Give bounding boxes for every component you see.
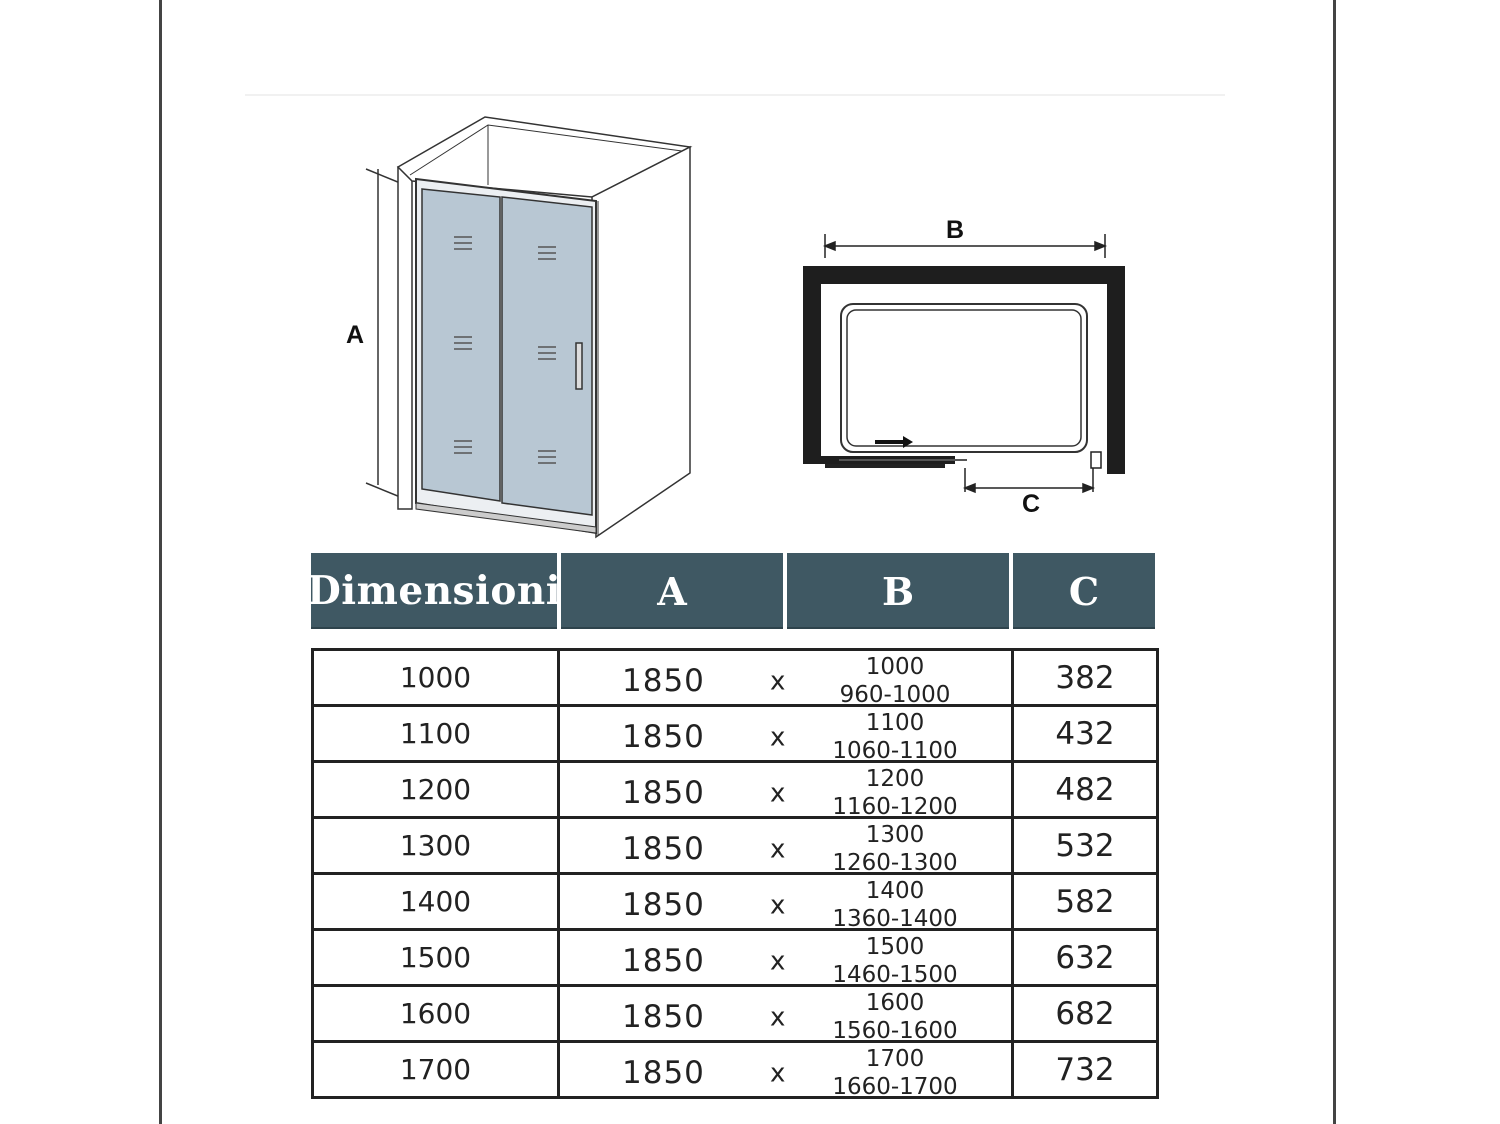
front-view-diagram xyxy=(330,105,710,545)
table-row xyxy=(313,930,1158,986)
cell-c: 482 xyxy=(1013,762,1158,818)
times-sign: x xyxy=(770,1058,786,1089)
cell-b xyxy=(830,989,960,1045)
cell-b xyxy=(830,1045,960,1101)
header-a: A xyxy=(561,553,783,629)
cell-b xyxy=(830,877,960,933)
cell-c: 382 xyxy=(1013,650,1158,706)
cell-a: 1850 xyxy=(622,718,705,755)
cell-dimensioni: 1200 xyxy=(313,762,559,818)
cell-dimensioni: 1400 xyxy=(313,874,559,930)
times-sign: x xyxy=(770,722,786,753)
table-row xyxy=(313,650,1158,706)
b-range: 960-1000 xyxy=(839,682,951,708)
page-border-left xyxy=(159,0,162,1124)
b-nominal: 1500 xyxy=(865,934,925,960)
faint-divider xyxy=(245,94,1225,96)
cell-a: 1850 xyxy=(622,1054,705,1091)
b-range: 1060-1100 xyxy=(832,738,958,764)
cell-b xyxy=(830,933,960,989)
b-nominal: 1200 xyxy=(865,766,925,792)
b-range: 1560-1600 xyxy=(832,1018,958,1044)
b-range: 1260-1300 xyxy=(832,850,958,876)
b-nominal: 1400 xyxy=(865,878,925,904)
table-row xyxy=(313,874,1158,930)
cell-c: 532 xyxy=(1013,818,1158,874)
page-border-right xyxy=(1333,0,1336,1124)
opening-label: C xyxy=(1021,490,1041,518)
cell-dimensioni: 1100 xyxy=(313,706,559,762)
right-wall xyxy=(592,147,690,537)
header-b: B xyxy=(787,553,1009,629)
cell-a-by-b xyxy=(559,986,1013,1042)
width-dimension-line xyxy=(825,234,1105,258)
left-wall xyxy=(398,167,412,509)
table-row xyxy=(313,818,1158,874)
door-handle xyxy=(576,343,582,389)
cell-a: 1850 xyxy=(622,942,705,979)
cell-dimensioni: 1700 xyxy=(313,1042,559,1098)
cell-a-by-b xyxy=(559,650,1013,706)
table-row xyxy=(313,706,1158,762)
times-sign: x xyxy=(770,1002,786,1033)
shower-tray xyxy=(841,304,1087,452)
times-sign: x xyxy=(770,666,786,697)
times-sign: x xyxy=(770,834,786,865)
cell-a-by-b xyxy=(559,706,1013,762)
cell-b xyxy=(830,653,960,709)
cell-c: 682 xyxy=(1013,986,1158,1042)
table-row xyxy=(313,986,1158,1042)
cell-a-by-b xyxy=(559,930,1013,986)
cell-a-by-b xyxy=(559,874,1013,930)
cell-a: 1850 xyxy=(622,830,705,867)
cell-a: 1850 xyxy=(622,886,705,923)
width-label: B xyxy=(945,216,965,244)
cell-c: 632 xyxy=(1013,930,1158,986)
cell-a: 1850 xyxy=(622,998,705,1035)
opening-dimension-line xyxy=(965,468,1093,492)
b-nominal: 1700 xyxy=(865,1046,925,1072)
header-c: C xyxy=(1013,553,1155,629)
b-nominal: 1600 xyxy=(865,990,925,1016)
times-sign: x xyxy=(770,778,786,809)
cell-a: 1850 xyxy=(622,774,705,811)
cell-a-by-b xyxy=(559,1042,1013,1098)
plan-view-diagram xyxy=(795,210,1135,520)
cell-c: 582 xyxy=(1013,874,1158,930)
cell-b xyxy=(830,765,960,821)
b-nominal: 1100 xyxy=(865,710,925,736)
cell-dimensioni: 1500 xyxy=(313,930,559,986)
times-sign: x xyxy=(770,890,786,921)
fixed-glass-panel xyxy=(422,189,500,501)
b-range: 1660-1700 xyxy=(832,1074,958,1100)
cell-a-by-b xyxy=(559,762,1013,818)
b-nominal: 1300 xyxy=(865,822,925,848)
cell-b xyxy=(830,709,960,765)
b-range: 1360-1400 xyxy=(832,906,958,932)
cell-c: 432 xyxy=(1013,706,1158,762)
header-dimensioni: Dimensioni xyxy=(311,553,557,629)
dimensions-header xyxy=(306,553,1159,629)
cell-dimensioni: 1300 xyxy=(313,818,559,874)
b-range: 1460-1500 xyxy=(832,962,958,988)
height-label: A xyxy=(346,321,365,349)
cell-dimensioni: 1000 xyxy=(313,650,559,706)
cell-c: 732 xyxy=(1013,1042,1158,1098)
times-sign: x xyxy=(770,946,786,977)
cell-a: 1850 xyxy=(622,662,705,699)
cell-a-by-b xyxy=(559,818,1013,874)
table-row xyxy=(313,1042,1158,1098)
dimensions-table xyxy=(311,648,1159,1099)
cell-b xyxy=(830,821,960,877)
table-row xyxy=(313,762,1158,818)
b-range: 1160-1200 xyxy=(832,794,958,820)
b-nominal: 1000 xyxy=(865,654,925,680)
cell-dimensioni: 1600 xyxy=(313,986,559,1042)
